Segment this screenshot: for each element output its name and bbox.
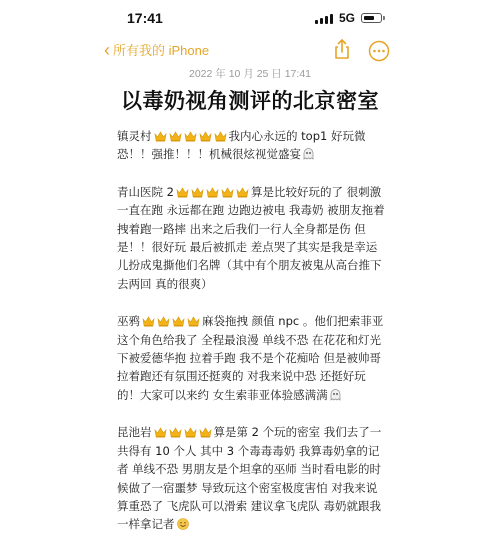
note-paragraph [117, 423, 385, 533]
ghost-icon [303, 147, 314, 159]
crown-icon [191, 185, 204, 197]
more-button[interactable] [368, 40, 390, 62]
crown-icon [154, 425, 167, 437]
review-text: 麻袋拖拽 颜值 npc 。他们把索菲亚这个角色给我了 全程最浪漫 单线不恐 在花花和灯光下被爱德华抱 拉着手跑 我不是个花痴哈 但是被帅哥拉着跑还有氛围还挺爽的 对我来说中恐 还挺好玩的！大家可以来约 女生索菲亚体验感满满 [117, 314, 384, 402]
crown-icon [176, 185, 189, 197]
battery-icon [361, 13, 382, 23]
crown-icon [184, 129, 197, 141]
back-chevron-icon: ‹ [104, 39, 110, 60]
crown-icon [157, 314, 170, 326]
crown-icon [169, 129, 182, 141]
room-name: 镇灵村 [117, 129, 152, 143]
note-paragraph [117, 183, 385, 293]
crown-icon [214, 129, 227, 141]
review-text: 我内心永远的 top1 好玩微恐！！强推！！！机械很炫视觉盛宴 [117, 129, 366, 162]
crown-icon [206, 185, 219, 197]
status-indicators [315, 11, 382, 25]
share-icon [332, 38, 352, 60]
crown-icon [199, 129, 212, 141]
note-date: 2022 年 10 月 25 日 17:41 [189, 68, 311, 80]
crown-icon [184, 425, 197, 437]
rating-crowns [176, 185, 249, 197]
note-title: 以毒奶视角测评的北京密室 [121, 89, 379, 113]
crown-icon [221, 185, 234, 197]
network-label: 5G [338, 11, 355, 25]
note-paragraph [117, 127, 385, 164]
ghost-icon [330, 388, 341, 400]
signal-icon [315, 12, 333, 24]
status-time: 17:41 [127, 10, 163, 26]
nav-bar [0, 36, 500, 64]
smile-icon [177, 517, 189, 529]
crown-icon [169, 425, 182, 437]
room-name: 昆池岩 [117, 425, 152, 440]
room-name: 巫鸦 [117, 314, 140, 329]
status-bar [0, 0, 500, 34]
crown-icon [199, 425, 212, 437]
share-button[interactable] [332, 38, 352, 60]
crown-icon [172, 314, 185, 326]
crown-icon [142, 314, 155, 326]
note-body[interactable] [117, 127, 385, 553]
crown-icon [236, 185, 249, 197]
note-paragraph [117, 312, 385, 404]
review-text: 算是第 2 个玩的密室 我们去了一共得有 10 个人 其中 3 个毒毒毒奶 我算毒奶拿的记者 单线不恐 男朋友是个坦拿的巫师 当时看电影的时候做了一宿噩梦 导致玩这个密室极度害怕 对我来说算重恐了 飞虎队可以滑索 建议拿飞虎队 毒奶就跟我一样拿记者 [117, 425, 382, 532]
rating-crowns [142, 314, 200, 326]
back-button[interactable] [104, 40, 209, 59]
review-text: 算是比较好玩的了 很刺激 一直在跑 永远都在跑 边跑边被电 我毒奶 被朋友拖着拽着跑一路摔 出来之后我们一行人全身都是伤 但是！！很好玩 最后被抓走 差点哭了其实是我是幸运儿扮成鬼撕他们名牌（其中有个朋友被鬼从高台推下去两回 真的很爽） [117, 184, 385, 291]
rating-crowns [154, 425, 212, 437]
crown-icon [154, 129, 167, 141]
crown-icon [187, 314, 200, 326]
room-name: 青山医院 2 [117, 184, 174, 199]
more-icon [368, 40, 390, 62]
rating-crowns [154, 129, 227, 141]
back-label: 所有我的 iPhone [113, 43, 210, 58]
